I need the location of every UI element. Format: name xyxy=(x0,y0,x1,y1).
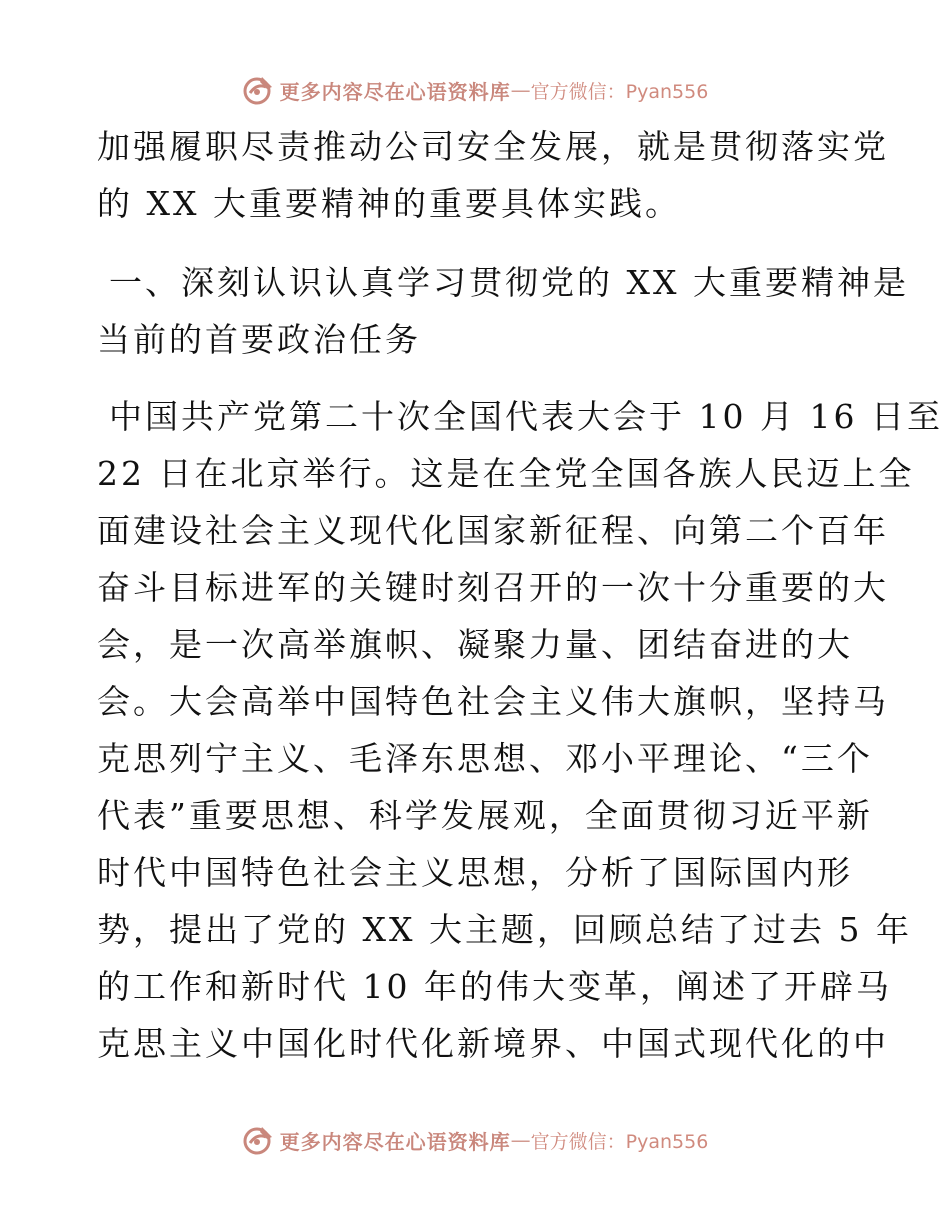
watermark-separator: — xyxy=(510,78,531,102)
paragraph-main xyxy=(97,388,943,1072)
brand-logo-icon xyxy=(242,73,276,107)
footer-watermark xyxy=(0,1120,950,1160)
heading-line: 一、深刻认识认真学习贯彻党的 XX 大重要精神是 xyxy=(109,263,909,302)
text-line: 代表”重要思想、科学发展观，全面贯彻习近平新 xyxy=(97,796,873,835)
text-line: 奋斗目标进军的关键时刻召开的一次十分重要的大 xyxy=(97,568,889,607)
text-line: 22 日在北京举行。这是在全党全国各族人民迈上全 xyxy=(97,454,915,493)
text-line: 中国共产党第二十次全国代表大会于 10 月 16 日至 xyxy=(109,397,943,436)
paragraph-intro xyxy=(97,118,889,232)
watermark-separator: — xyxy=(510,1128,531,1152)
text-line: 会。大会高举中国特色社会主义伟大旗帜，坚持马 xyxy=(97,682,889,721)
brand-logo-icon xyxy=(242,1123,276,1157)
watermark-main-text: 更多内容尽在心语资料库 xyxy=(279,79,511,104)
text-line: 势，提出了党的 XX 大主题，回顾总结了过去 5 年 xyxy=(97,910,912,949)
text-line: 面建设社会主义现代化国家新征程、向第二个百年 xyxy=(97,511,889,550)
document-body xyxy=(97,118,943,1094)
text-line: 的 XX 大重要精神的重要具体实践。 xyxy=(97,184,681,223)
watermark-wechat-text: 官方微信：Pyan556 xyxy=(530,80,709,103)
watermark-main-text: 更多内容尽在心语资料库 xyxy=(279,1129,511,1154)
text-line: 的工作和新时代 10 年的伟大变革，阐述了开辟马 xyxy=(97,967,892,1006)
section-heading xyxy=(97,254,909,368)
watermark-wechat-text: 官方微信：Pyan556 xyxy=(530,1130,709,1153)
text-line: 克思列宁主义、毛泽东思想、邓小平理论、“三个 xyxy=(97,739,873,778)
heading-line: 当前的首要政治任务 xyxy=(97,320,421,359)
header-watermark xyxy=(0,70,950,110)
text-line: 加强履职尽责推动公司安全发展，就是贯彻落实党 xyxy=(97,127,889,166)
text-line: 克思主义中国化时代化新境界、中国式现代化的中 xyxy=(97,1024,889,1063)
text-line: 时代中国特色社会主义思想，分析了国际国内形 xyxy=(97,853,853,892)
text-line: 会，是一次高举旗帜、凝聚力量、团结奋进的大 xyxy=(97,625,853,664)
